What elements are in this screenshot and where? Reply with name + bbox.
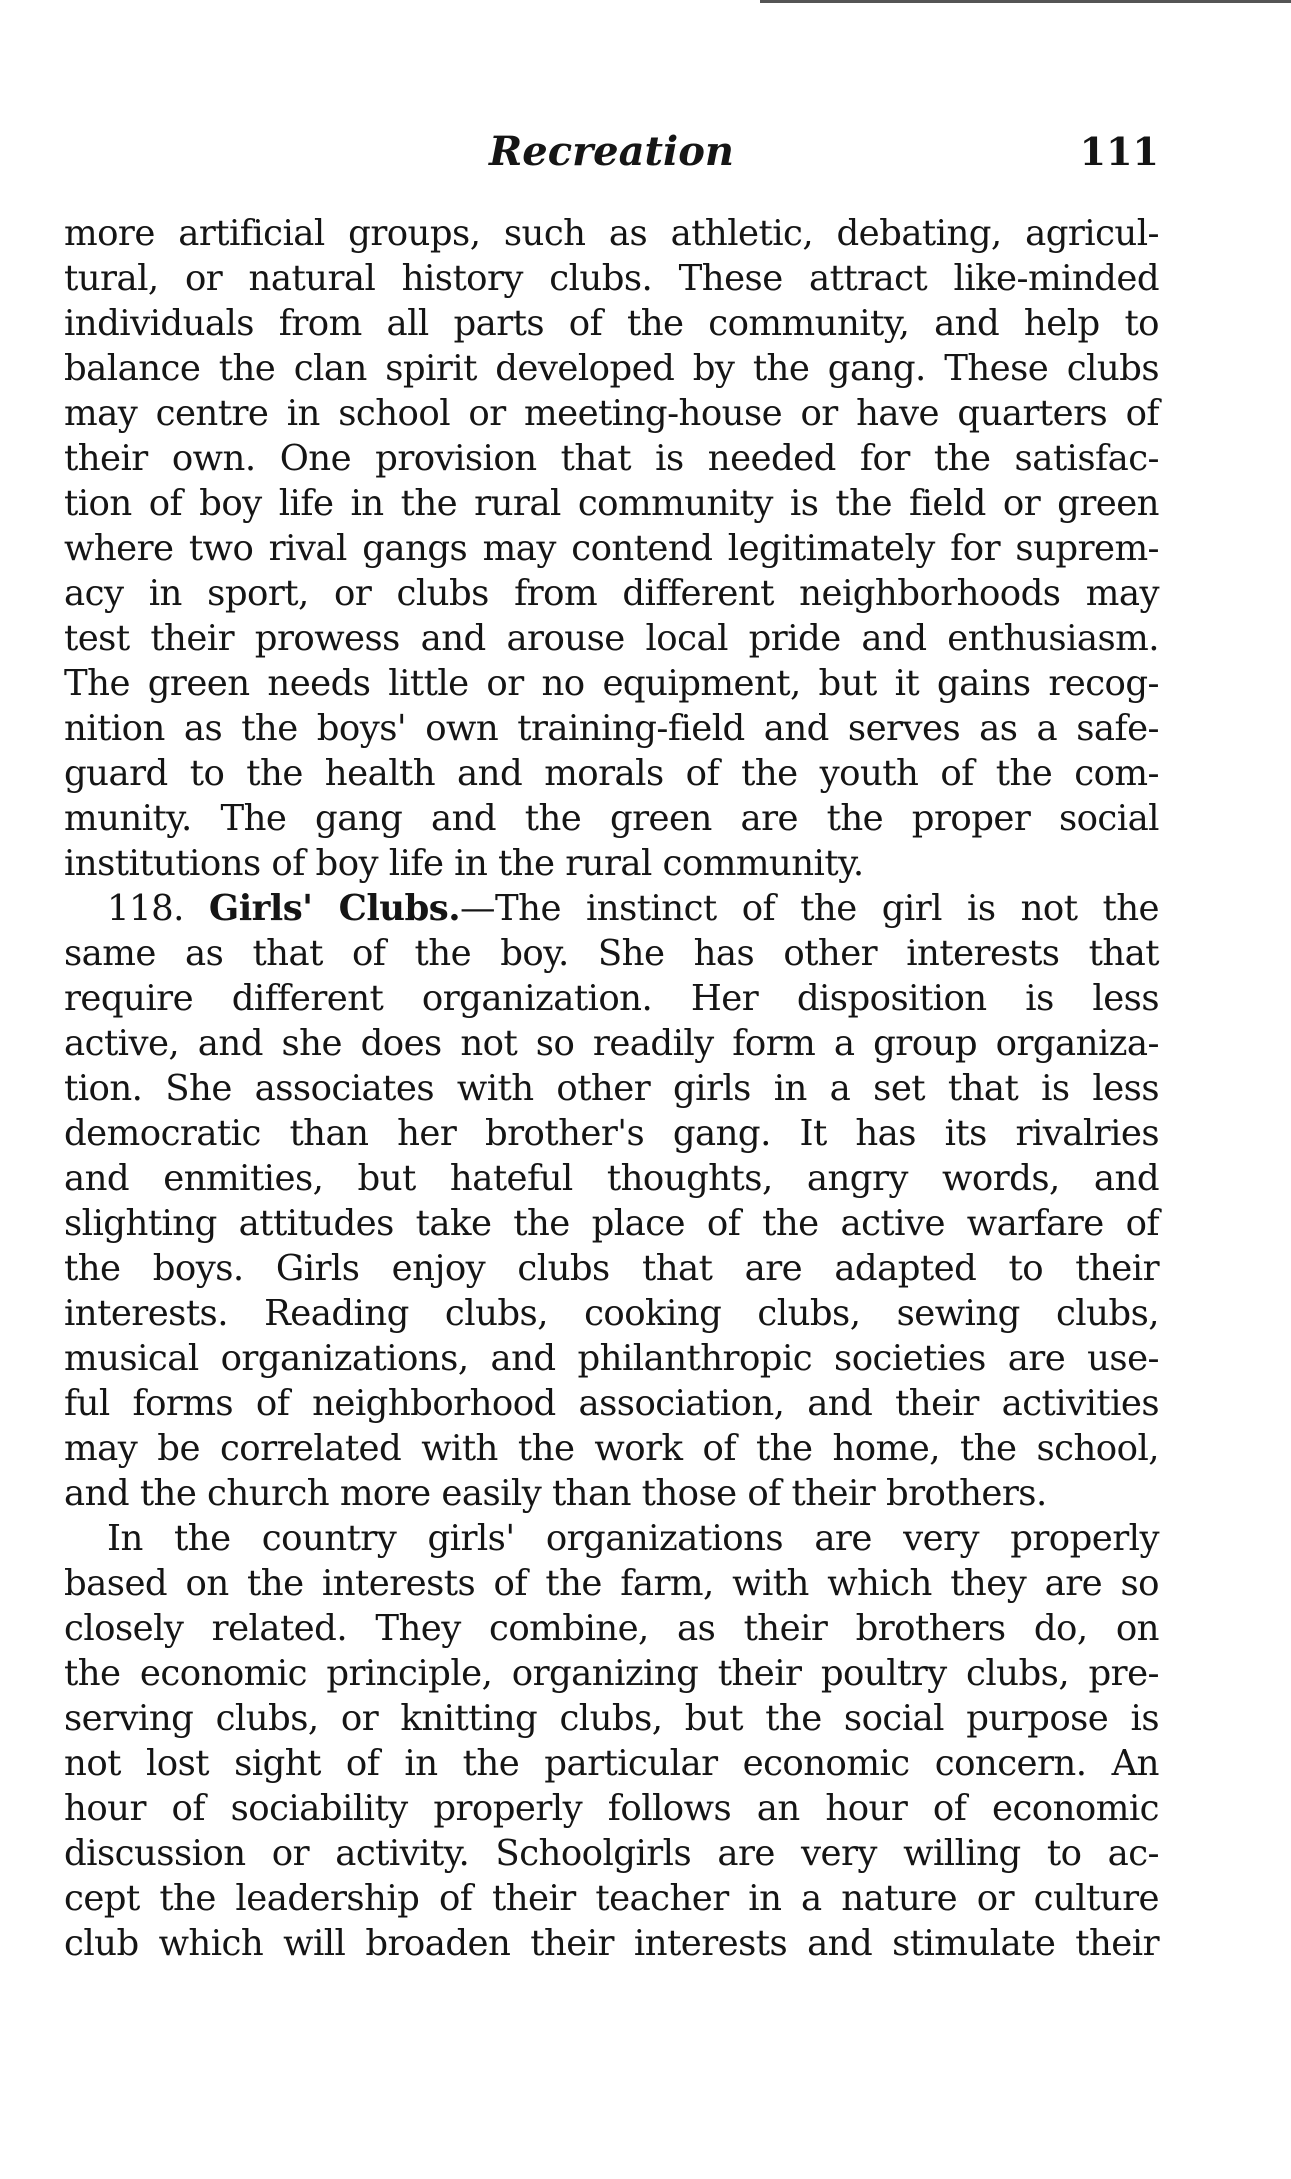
- text-line: munity. The gang and the green are the proper social: [64, 798, 1159, 839]
- text-line: guard to the health and morals of the youth of the com-: [64, 753, 1159, 794]
- text-line: more artificial groups, such as athletic, debating, agricul-: [64, 213, 1159, 254]
- page-number: 111: [1079, 129, 1159, 174]
- text-line: discussion or activity. Schoolgirls are very willing to ac-: [64, 1833, 1159, 1874]
- text-line: club which will broaden their interests and stimulate their: [64, 1923, 1159, 1964]
- text-line: tion. She associates with other girls in a set that is less: [64, 1068, 1159, 1109]
- text-line: slighting attitudes take the place of the active warfare of: [64, 1203, 1159, 1244]
- text-line: where two rival gangs may contend legitimately for suprem-: [64, 528, 1159, 569]
- text-line: hour of sociability properly follows an hour of economic: [64, 1788, 1159, 1829]
- text-line: acy in sport, or clubs from different neighborhoods may: [64, 573, 1159, 614]
- text-line: tion of boy life in the rural community is the field or green: [64, 483, 1159, 524]
- section-title: Girls' Clubs.: [208, 888, 461, 929]
- text-line: musical organizations, and philanthropic societies are use-: [64, 1338, 1159, 1379]
- text-line: may centre in school or meeting-house or have quarters of: [64, 393, 1159, 434]
- text-line: The green needs little or no equipment, but it gains recog-: [64, 663, 1159, 704]
- body-text: [64, 211, 1159, 1966]
- section-heading-line: [64, 886, 1159, 931]
- text-line: same as that of the boy. She has other interests that: [64, 933, 1159, 974]
- top-edge-rule: [760, 0, 1291, 3]
- text-line: tural, or natural history clubs. These attract like-minded: [64, 258, 1159, 299]
- text-line: based on the interests of the farm, with which they are so: [64, 1563, 1159, 1604]
- text-line: test their prowess and arouse local pride and enthusiasm.: [64, 618, 1159, 659]
- paragraph-section-118: [64, 886, 1159, 1516]
- text-line: and enmities, but hateful thoughts, angry words, and: [64, 1158, 1159, 1199]
- paragraph-country-girls: [64, 1516, 1159, 1966]
- text-line: active, and she does not so readily form a group organiza-: [64, 1023, 1159, 1064]
- text-line: closely related. They combine, as their brothers do, on: [64, 1608, 1159, 1649]
- text-line: nition as the boys' own training-field and serves as a safe-: [64, 708, 1159, 749]
- running-title: Recreation: [489, 128, 734, 175]
- text-line: their own. One provision that is needed for the satisfac-: [64, 438, 1159, 479]
- text-line: the economic principle, organizing their poultry clubs, pre-: [64, 1653, 1159, 1694]
- text-line: ful forms of neighborhood association, and their activities: [64, 1383, 1159, 1424]
- text-line: cept the leadership of their teacher in a nature or culture: [64, 1878, 1159, 1919]
- text-line: individuals from all parts of the community, and help to: [64, 303, 1159, 344]
- text-line: not lost sight of in the particular economic concern. An: [64, 1743, 1159, 1784]
- text-line: In the country girls' organizations are very properly: [107, 1518, 1159, 1559]
- section-first-line-text: —The instinct of the girl is not the: [460, 888, 1159, 929]
- text-line: and the church more easily than those of their brothers.: [64, 1473, 1047, 1514]
- section-number: 118.: [107, 888, 184, 929]
- text-line: the boys. Girls enjoy clubs that are adapted to their: [64, 1248, 1159, 1289]
- text-line: serving clubs, or knitting clubs, but the social purpose is: [64, 1698, 1159, 1739]
- text-line: balance the clan spirit developed by the gang. These clubs: [64, 348, 1159, 389]
- text-line: democratic than her brother's gang. It has its rivalries: [64, 1113, 1159, 1154]
- text-line: institutions of boy life in the rural community.: [64, 843, 864, 884]
- text-line: require different organization. Her disposition is less: [64, 978, 1159, 1019]
- text-line: may be correlated with the work of the home, the school,: [64, 1428, 1159, 1469]
- page-header: [64, 122, 1159, 182]
- paragraph-continued: [64, 211, 1159, 886]
- text-line: interests. Reading clubs, cooking clubs, sewing clubs,: [64, 1293, 1159, 1334]
